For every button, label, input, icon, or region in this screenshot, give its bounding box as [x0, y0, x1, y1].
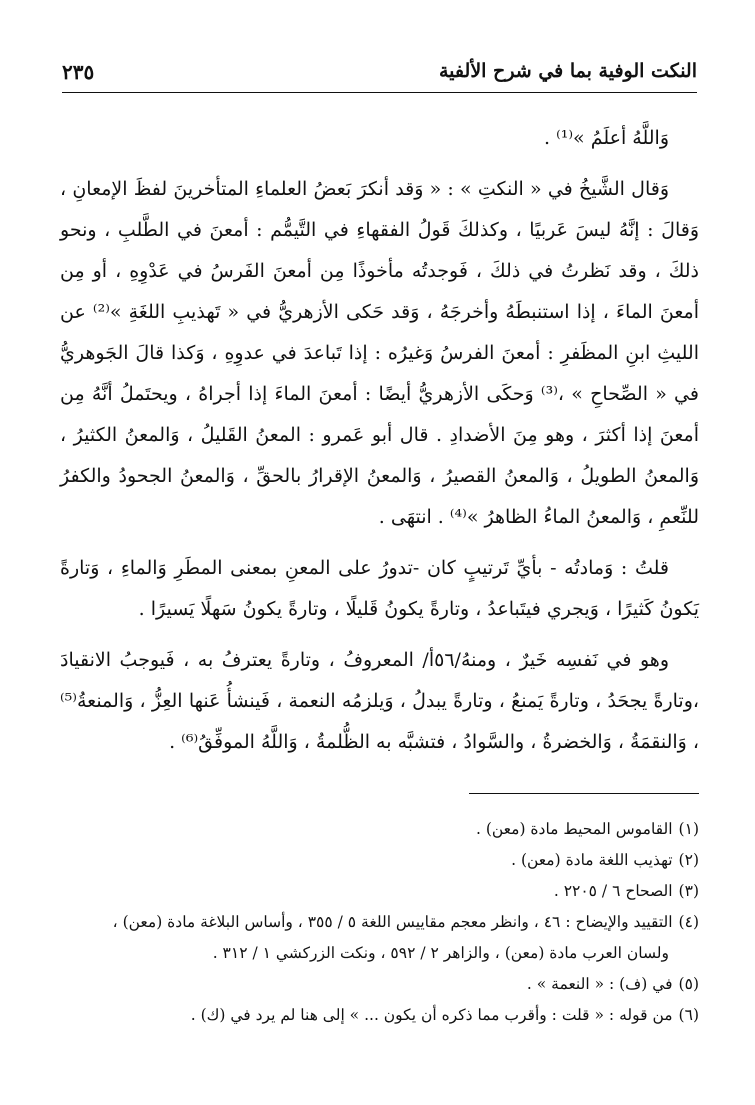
footnote-separator: [469, 793, 699, 794]
footnote: [60, 907, 699, 938]
footnote-text: التقييد والإيضاح : ٤٦ ، وانظر معجم مقاييس اللغة ٥ / ٣٥٥ ، وأساس البلاغة مادة (معن) ،: [112, 913, 673, 931]
paragraph-conclusion: وهو في نَفسِه خَيرٌ ، ومنهُ/٥٦أ/ المعروفُ ، وتارةً يعترفُ به ، فَيوجبُ الانقيادَ ،وتارةً يجحَدُ ، وتارةً يَمنعُ ، وتارةً يبدلُ ، وَيلزمُه النعمة ، فَينشأُ عَنها العِزُّ ، وَالمنعةُ⁽⁵⁾ ، وَالنقمَةُ ، وَالخضرةُ ، والسَّوادُ ، فتشبَّه به الظُّلمةُ ، وَاللَّهُ الموفِّقُ⁽⁶⁾ .: [60, 649, 699, 753]
footnote-mark: (٣): [678, 882, 699, 900]
footnote-mark: (٢): [678, 851, 699, 869]
footnote: [60, 845, 699, 876]
footnote-mark: (٥): [678, 975, 699, 993]
footnote-text: من قوله : « قلت : وأقرب مما ذكره أن يكون ... » إلى هنا لم يرد في (ك) .: [190, 1006, 673, 1024]
paragraph-closing-quote: وَاللَّهُ أعلَمُ »⁽¹⁾ .: [543, 127, 669, 149]
footnote: [60, 969, 699, 1000]
footnote-mark: (١): [678, 820, 699, 838]
footnote: [60, 1000, 699, 1031]
footnote-text: في (ف) : « النعمة » .: [526, 975, 673, 993]
footnote-text: الصحاح ٦ / ٢٢٠٥ .: [553, 882, 673, 900]
paragraph-nukat-quote: وَقال الشَّيخُ في « النكتِ » : « وَقد أنكرَ بَعضُ العلماءِ المتأخرينَ لفظَ الإمعانِ ، وَقالَ : إنَّهُ ليسَ عَربيًا ، وكذلكَ قَولُ الفقهاءِ في التَّيمُّم : أمعنَ في الطَّلبِ ، ونحو ذلكَ ، وقد نَظرتُ في ذلكَ ، فَوجدتُه مأخوذًا مِن أمعنَ الفَرسُ في عَدْوِهِ ، أو مِن أمعنَ الماءَ ، إذا استنبطَهُ وأخرجَهُ ، وَقد حَكى الأزهريُّ في « تَهذيبِ اللغَةِ »⁽²⁾ عن الليثِ ابنِ المظَفرِ : أمعنَ الفرسُ وَغيرُه : إذا تَباعدَ في عدوِهِ ، وَكذا قالَ الجَوهريُّ في « الصِّحاحِ » ،⁽³⁾ وَحكَى الأزهريُّ أيضًا : أمعنَ الماءَ إذا أجراهُ ، ويحتَملُ أنَّهُ مِن أمعنَ إذا أكثرَ ، وهو مِنَ الأضدادِ . قال أبو عَمرو : المعنُ القَليلُ ، وَالمعنُ الكثيرُ ، وَالمعنُ الطويلُ ، وَالمعنُ القصيرُ ، وَالمعنُ الإقرارُ بالحقِّ ، وَالمعنُ الجحودُ والكفرُ للنِّعمِ ، وَالمعنُ الماءُ الظاهرُ »⁽⁴⁾ . انتهَى .: [60, 178, 699, 528]
footnote-mark: (٤): [678, 913, 699, 931]
page-number: ٢٣٥: [62, 60, 95, 84]
book-title: النكت الوفية بما في شرح الألفية: [439, 60, 697, 82]
footnote-text: القاموس المحيط مادة (معن) .: [475, 820, 673, 838]
footnote: [60, 876, 699, 907]
running-header: [62, 58, 697, 93]
footnote: [60, 814, 699, 845]
footnote-text: تهذيب اللغة مادة (معن) .: [511, 851, 673, 869]
paragraph-author-comment: قلتُ : وَمادتُه - بأيِّ تَرتيبٍ كان -تدورُ على المعنِ بمعنى المطَرِ وَالماءِ ، وَتارةً يَكونُ كَثيرًا ، وَيجري فيتَباعدُ ، وتارةً يكونُ قَليلًا ، وتارةً يكونُ سَهلًا يَسيرًا .: [60, 557, 699, 620]
footnote-text: ولسان العرب مادة (معن) ، والزاهر ٢ / ٥٩٢ ، ونكت الزركشي ١ / ٣١٢ .: [212, 944, 669, 962]
main-text: [60, 118, 699, 763]
footnote-continuation: [60, 938, 699, 969]
footnote-mark: (٦): [678, 1006, 699, 1024]
footnotes: [60, 814, 699, 1031]
